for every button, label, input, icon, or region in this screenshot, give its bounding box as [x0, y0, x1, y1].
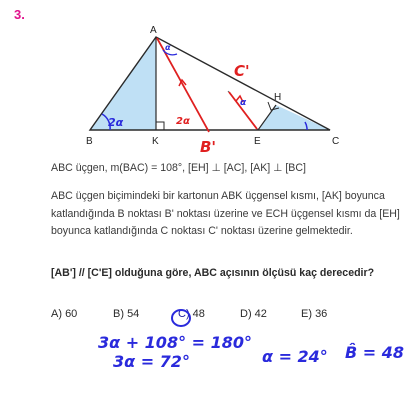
angle-b-result: B̂ = 48: [345, 343, 405, 362]
vertex-e-label: E: [254, 136, 261, 147]
vertex-k-label: K: [152, 136, 159, 147]
c-prime-label: C': [234, 62, 250, 80]
problem-description: ABC üçgen biçimindeki bir kartonun ABK üçgensel kısmı, [AK] boyunca katlandığında B noktası B' noktası üzerine ve ECH üçgensel kısmı da [EH] boyunca katlandığında C noktası C' noktası üzerine gelmektedir.: [51, 190, 400, 238]
angle-b-note: 2α: [108, 116, 124, 129]
b-prime-label: B': [200, 138, 217, 156]
handwritten-solution: [0, 300, 418, 404]
given-statement: ABC üçgen, m(BAC) = 108°, [EH] ⊥ [AC], [AK] ⊥ [BC]: [51, 162, 306, 174]
work-line-1: 3α + 108° = 180°: [98, 333, 253, 352]
angle-bk-note: 2α: [176, 116, 190, 127]
right-angle-k: [156, 122, 164, 130]
option-b[interactable]: B) 54: [113, 308, 140, 320]
triangle-figure: [0, 0, 418, 160]
answer-circle: [172, 310, 190, 326]
option-e[interactable]: E) 36: [301, 308, 328, 320]
option-c[interactable]: C) 48: [178, 308, 205, 320]
vertex-a-label: A: [150, 25, 157, 36]
question-text: [AB'] // [C'E] olduğuna göre, ABC açısının ölçüsü kaç derecedir?: [51, 267, 375, 279]
angle-a-note: α: [165, 43, 171, 52]
vertex-b-label: B: [86, 136, 93, 147]
option-d[interactable]: D) 42: [240, 308, 267, 320]
vertex-h-label: H: [274, 92, 282, 103]
angle-c-prime-note: α: [240, 98, 247, 108]
triangle-ech-shade: [258, 105, 330, 130]
vertex-c-label: C: [332, 136, 340, 147]
alpha-result: α = 24°: [262, 347, 328, 366]
option-a[interactable]: A) 60: [51, 308, 78, 320]
question-number: 3.: [14, 7, 25, 22]
work-line-2: 3α = 72°: [113, 352, 190, 371]
